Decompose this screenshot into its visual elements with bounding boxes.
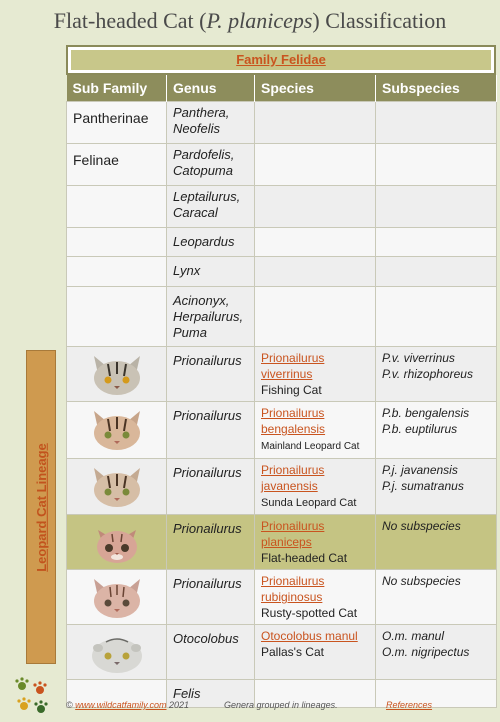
genus-cell: Leptailurus, Caracal [167,186,255,228]
table-row [67,144,497,186]
lineage-bar [26,350,56,664]
species-link[interactable]: Otocolobus manul [261,629,358,643]
species-cell [255,570,376,625]
table-row [67,402,497,459]
paw-prints-icon [12,676,52,716]
page-title [0,8,500,34]
title-italic: P. planiceps [206,8,313,33]
subfamily-cell [67,228,167,257]
table-row [67,625,497,680]
subfamily-cell: Pantherinae [67,102,167,144]
genus-cell: Prionailurus [167,459,255,515]
pallas-cat-icon [88,630,146,674]
species-link[interactable]: Prionailurus planiceps [261,519,325,549]
genus-cell: Prionailurus [167,402,255,459]
genus-cell: Otocolobus [167,625,255,680]
genus-cell: Pardofelis, Catopuma [167,144,255,186]
genus-cell: Prionailurus [167,347,255,402]
leopard-cat-icon [88,407,146,451]
common-name: Flat-headed Cat [261,551,348,565]
table-row [67,102,497,144]
subfamily-cell [67,186,167,228]
footer-note: Genera grouped in lineages. [224,700,338,710]
table-row [67,186,497,228]
header-subfamily: Sub Family [67,75,167,102]
classification-table [66,45,496,708]
family-bar [66,45,496,75]
species-cell [255,625,376,680]
site-link[interactable]: www.wildcatfamily.com [75,700,167,710]
subspecies-cell: P.j. javanensis P.j. sumatranus [376,459,497,515]
subfamily-cell [67,287,167,347]
subspecies-cell: O.m. manul O.m. nigripectus [376,625,497,680]
genus-cell: Prionailurus [167,570,255,625]
references-link[interactable]: References [386,700,433,710]
header-genus: Genus [167,75,255,102]
table-row [67,347,497,402]
title-suffix: ) Classification [312,8,447,33]
genus-cell: Prionailurus [167,515,255,570]
table-row [67,228,497,257]
table-row [67,459,497,515]
species-cell [255,347,376,402]
family-link[interactable]: Family Felidae [236,52,326,67]
subfamily-cell [67,257,167,287]
common-name: Mainland Leopard Cat [261,441,360,452]
table-row [67,257,497,287]
footer-copyright: © www.wildcatfamily.com 2021 [66,700,190,710]
common-name: Fishing Cat [261,383,322,397]
header-species: Species [255,75,376,102]
common-name: Rusty-spotted Cat [261,606,358,620]
subspecies-cell: P.v. viverrinus P.v. rhizophoreus [376,347,497,402]
genus-cell: Felis [167,680,255,708]
genus-cell: Acinonyx, Herpailurus, Puma [167,287,255,347]
subspecies-cell: No subspecies [376,570,497,625]
genus-cell: Lynx [167,257,255,287]
lineage-link[interactable]: Leopard Cat Lineage [33,442,49,572]
species-cell [255,515,376,570]
table-row [67,287,497,347]
header-subspecies: Subspecies [376,75,497,102]
genus-cell: Leopardus [167,228,255,257]
header-row [67,75,497,102]
fishing-cat-icon [88,352,146,396]
species-cell [255,459,376,515]
subfamily-cell: Felinae [67,144,167,186]
flat-headed-cat-icon [88,520,146,564]
common-name: Pallas's Cat [261,645,324,659]
table-row-highlighted [67,515,497,570]
common-name: Sunda Leopard Cat [261,497,357,509]
footer [66,700,496,718]
rusty-spotted-cat-icon [88,575,146,619]
species-link[interactable]: Prionailurus viverrinus [261,351,325,381]
species-link[interactable]: Prionailurus rubiginosus [261,574,325,604]
title-prefix: Flat-headed Cat ( [53,8,207,33]
subspecies-cell: P.b. bengalensis P.b. euptilurus [376,402,497,459]
species-link[interactable]: Prionailurus bengalensis [261,406,326,436]
species-link[interactable]: Prionailurus javanensis [261,463,325,493]
genus-cell: Panthera, Neofelis [167,102,255,144]
species-cell [255,402,376,459]
sunda-leopard-cat-icon [88,464,146,508]
table-row [67,570,497,625]
subspecies-cell: No subspecies [376,515,497,570]
